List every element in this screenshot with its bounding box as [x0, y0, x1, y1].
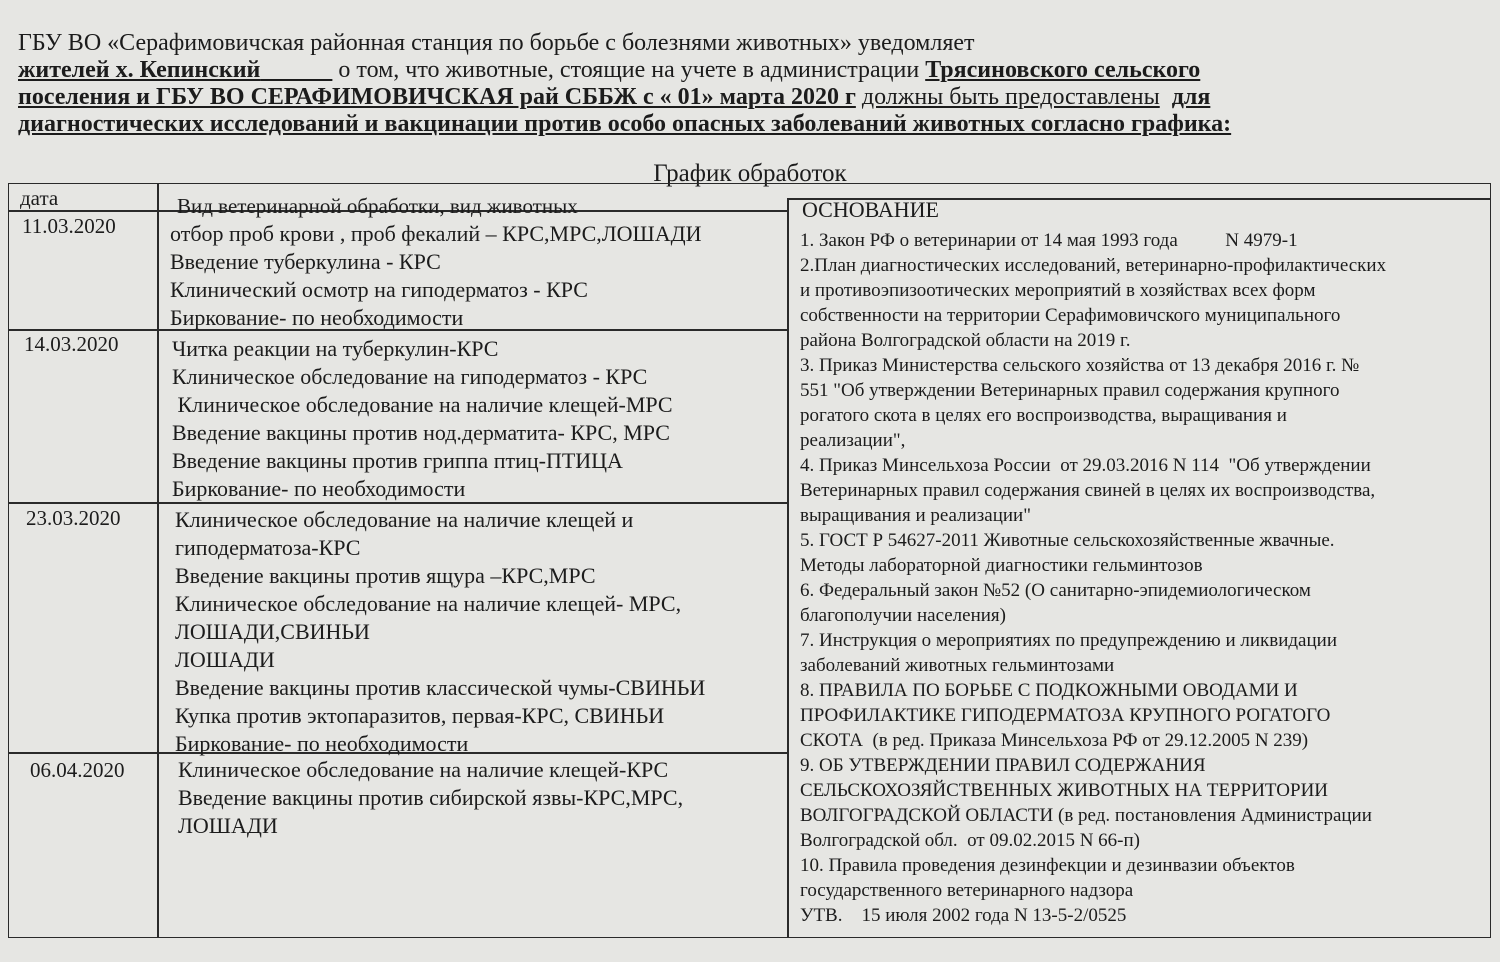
- row-date: 11.03.2020: [22, 214, 116, 238]
- header-line-3: [18, 84, 1488, 111]
- basis-line: и противоэпизоотических мероприятий в хозяйствах всех форм: [800, 280, 1316, 301]
- basis-line: реализации",: [800, 430, 906, 451]
- treatment-line: Биркование- по необходимости: [170, 305, 464, 330]
- basis-line: СЕЛЬСКОХОЗЯЙСТВЕННЫХ ЖИВОТНЫХ НА ТЕРРИТОРИИ: [800, 780, 1329, 801]
- treatment-line: Введение вакцины против классической чумы-СВИНЬИ: [175, 675, 706, 700]
- basis-list: [800, 228, 1485, 928]
- basis-line: ВОЛГОГРАДСКОЙ ОБЛАСТИ (в ред. постановления Администрации: [800, 805, 1372, 826]
- header-line-4: диагностических исследований и вакцинации против особо опасных заболеваний животных согласно графика:: [18, 111, 1232, 137]
- header-line-1: ГБУ ВО «Серафимовичская районная станция по борьбе с болезнями животных» уведомляет: [18, 30, 975, 56]
- recipients-underline: [260, 57, 332, 83]
- basis-line: 6. Федеральный закон №52 (О санитарно-эпидемиологическом: [800, 580, 1311, 601]
- schedule-title: График обработок: [653, 160, 847, 187]
- treatment-line: Клиническое обследование на наличие клещей-КРС: [178, 757, 669, 782]
- treatment-line: Клиническое обследование на наличие клещей-МРС: [172, 392, 673, 417]
- header-line-3-end: для: [1171, 84, 1211, 110]
- row-date: 14.03.2020: [24, 332, 119, 356]
- notice-header: [18, 30, 1488, 138]
- treatment-line: Введение вакцины против ящура –КРС,МРС: [175, 563, 596, 588]
- treatment-line: Купка против эктопаразитов, первая-КРС, СВИНЬИ: [175, 703, 665, 728]
- basis-line: ПРОФИЛАКТИКЕ ГИПОДЕРМАТОЗА КРУПНОГО РОГАТОГО: [800, 705, 1331, 726]
- basis-line: рогатого скота в целях его воспроизводства, выращивания и: [800, 405, 1287, 426]
- treatment-line: Введение вакцины против гриппа птиц-ПТИЦА: [172, 448, 623, 473]
- table-row-4-text: [178, 756, 683, 840]
- table-row-1-text: [170, 220, 702, 332]
- treatment-line: отбор проб крови , проб фекалий – КРС,МРС,ЛОШАДИ: [170, 221, 702, 246]
- treatment-line: ЛОШАДИ: [178, 813, 278, 838]
- treatment-line: Введение туберкулина - КРС: [170, 249, 441, 274]
- basis-line: Ветеринарных правил содержания свиней в целях их воспроизводства,: [800, 480, 1376, 501]
- treatment-line: Клиническое обследование на гиподерматоз - КРС: [172, 364, 648, 389]
- treatment-line: Клиническое обследование на наличие клещей и: [175, 507, 634, 532]
- basis-line: собственности на территории Серафимовичского муниципального: [800, 305, 1341, 326]
- treatment-line: Читка реакции на туберкулин-КРС: [172, 336, 499, 361]
- basis-line: 551 "Об утверждении Ветеринарных правил содержания крупного: [800, 380, 1340, 401]
- treatment-line: Клиническое обследование на наличие клещей- МРС,: [175, 591, 682, 616]
- treatment-line: Клинический осмотр на гиподерматоз - КРС: [170, 277, 588, 302]
- basis-line: государственного ветеринарного надзора: [800, 880, 1134, 901]
- basis-line: УТВ. 15 июля 2002 года N 13-5-2/0525: [800, 905, 1127, 926]
- table-row-2-text: [172, 335, 673, 503]
- header-line-3-bold: поселения и ГБУ ВО СЕРАФИМОВИЧСКАЯ рай СББЖ с « 01» марта 2020 г: [18, 84, 856, 110]
- treatment-line: Биркование- по необходимости: [175, 731, 469, 756]
- col-divider-2: [787, 198, 789, 938]
- basis-line: 1. Закон РФ о ветеринарии от 14 мая 1993 года N 4979-1: [800, 230, 1298, 251]
- table-row-3-text: [175, 506, 705, 758]
- basis-line: Волгоградской обл. от 09.02.2015 N 66-п): [800, 830, 1141, 851]
- basis-line: 8. ПРАВИЛА ПО БОРЬБЕ С ПОДКОЖНЫМИ ОВОДАМИ И: [800, 680, 1298, 701]
- col-header-date: дата: [20, 186, 59, 210]
- treatment-line: ЛОШАДИ,СВИНЬИ: [175, 619, 370, 644]
- treatment-line: Биркование- по необходимости: [172, 476, 466, 501]
- treatment-line: Введение вакцины против сибирской язвы-КРС,МРС,: [178, 785, 684, 810]
- basis-line: 10. Правила проведения дезинфекции и дезинвазии объектов: [800, 855, 1295, 876]
- col-divider-1: [157, 183, 159, 938]
- basis-line: 3. Приказ Министерства сельского хозяйства от 13 декабря 2016 г. №: [800, 355, 1360, 376]
- settlement: Трясиновского сельского: [925, 57, 1201, 83]
- row-date: 23.03.2020: [26, 506, 121, 530]
- basis-line: 2.План диагностических исследований, ветеринарно-профилактических: [800, 255, 1387, 276]
- basis-line: СКОТА (в ред. Приказа Минсельхоза РФ от 29.12.2005 N 239): [800, 730, 1309, 751]
- basis-line: 5. ГОСТ Р 54627-2011 Животные сельскохозяйственные жвачные.: [800, 530, 1335, 551]
- basis-line: заболеваний животных гельминтозами: [800, 655, 1115, 676]
- treatment-line: Введение вакцины против нод.дерматита- КРС, МРС: [172, 420, 670, 445]
- row-date: 06.04.2020: [30, 758, 125, 782]
- basis-line: 4. Приказ Минсельхоза России от 29.03.2016 N 114 "Об утверждении: [800, 455, 1371, 476]
- treatment-line: гиподерматоза-КРС: [175, 535, 361, 560]
- basis-line: выращивания и реализации": [800, 505, 1031, 526]
- recipients: жителей х. Кепинский: [18, 57, 261, 83]
- header-line-3-tail: должны быть предоставлены: [861, 84, 1160, 110]
- basis-line: благополучии населения): [800, 605, 1006, 626]
- col-header-basis: ОСНОВАНИЕ: [802, 197, 939, 222]
- basis-line: Методы лабораторной диагностики гельминтозов: [800, 555, 1203, 576]
- header-line-2: [18, 57, 1488, 84]
- basis-line: 9. ОБ УТВЕРЖДЕНИИ ПРАВИЛ СОДЕРЖАНИЯ: [800, 755, 1206, 776]
- treatment-line: ЛОШАДИ: [175, 647, 275, 672]
- basis-line: 7. Инструкция о мероприятиях по предупреждению и ликвидации: [800, 630, 1337, 651]
- header-line-2-text: о том, что животные, стоящие на учете в администрации: [338, 57, 920, 83]
- col-header-type: Вид ветеринарной обработки, вид животных: [177, 194, 578, 218]
- basis-line: района Волгоградской области на 2019 г.: [800, 330, 1131, 351]
